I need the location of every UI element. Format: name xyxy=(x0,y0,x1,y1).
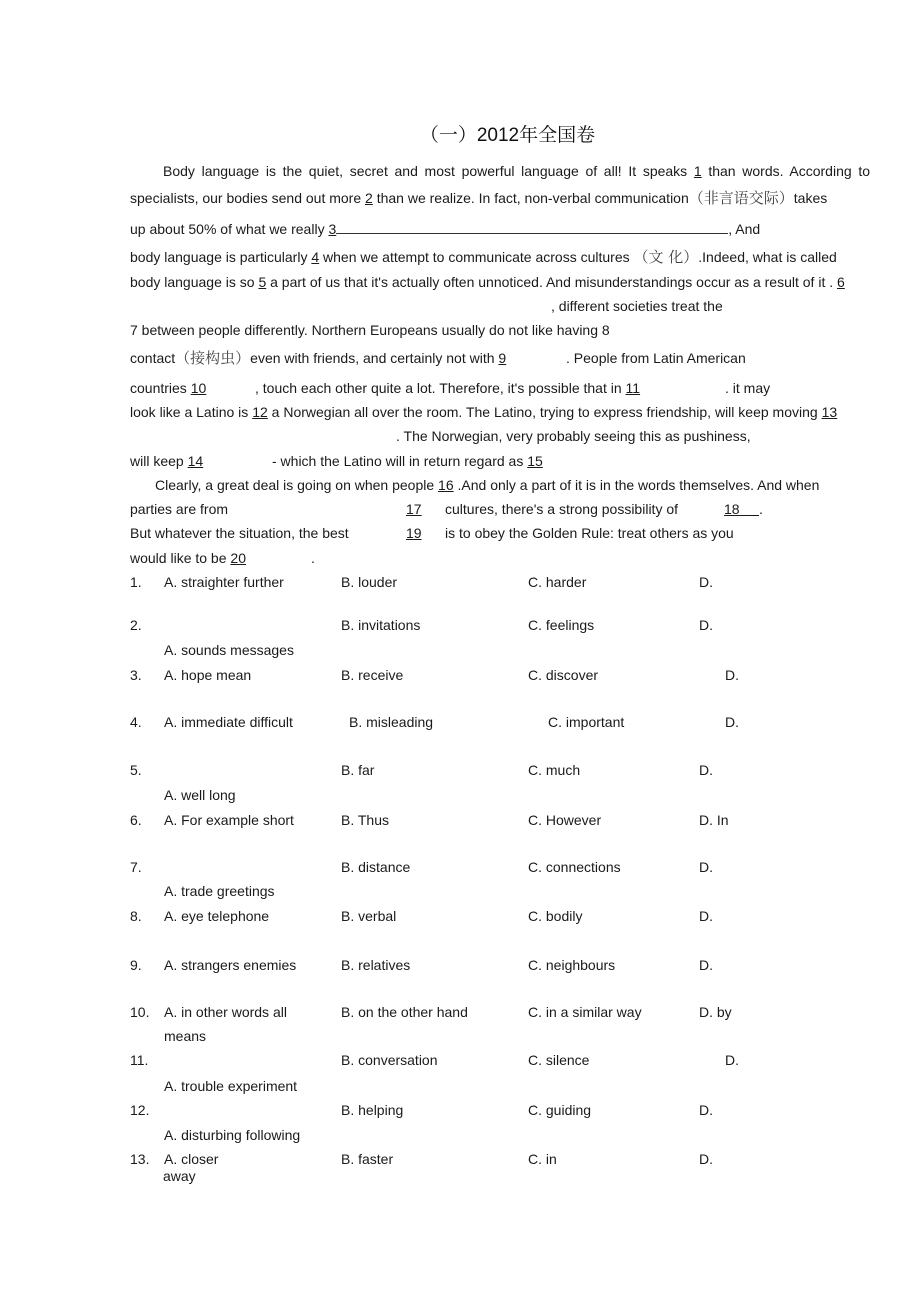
option-d: D. by xyxy=(699,1004,732,1020)
option-c: C. neighbours xyxy=(528,957,616,973)
option-b: B. louder xyxy=(341,574,398,590)
passage-line-2: specialists, our bodies send out more 2 than we realize. In fact, non-verbal communication（非言语交际）takes xyxy=(130,189,828,207)
blank-14: 14 xyxy=(187,453,204,469)
blank-18-wrap: 18 . xyxy=(724,501,763,517)
option-a-continued: means xyxy=(164,1028,207,1044)
option-c: C. However xyxy=(528,812,602,828)
option-b: B. distance xyxy=(341,859,411,875)
option-b: B. faster xyxy=(341,1151,394,1167)
option-a: A. trouble experiment xyxy=(164,1078,298,1094)
option-c: C. discover xyxy=(528,667,599,683)
option-d: D. xyxy=(725,1052,739,1068)
question-number: 11. xyxy=(130,1052,149,1068)
option-d: D. xyxy=(699,859,713,875)
option-c: C. guiding xyxy=(528,1102,592,1118)
option-d: D. xyxy=(699,1102,713,1118)
blank-19: 19 xyxy=(406,525,422,541)
passage-line-14-mid: cultures, there's a strong possibility of xyxy=(445,501,679,517)
blank-9: 9 xyxy=(498,350,507,366)
option-a: A. sounds messages xyxy=(164,642,294,658)
passage-line-9-end: . it may xyxy=(725,380,771,396)
blank-3: 3 xyxy=(328,221,337,237)
question-number: 10. xyxy=(130,1004,150,1020)
passage-line-9-mid: , touch each other quite a lot. Therefore, it's possible that in 11 xyxy=(255,380,641,396)
question-number: 9. xyxy=(130,957,142,973)
blank-18: 18 xyxy=(724,501,740,517)
blank-5: 5 xyxy=(258,274,267,290)
blank-17-wrap xyxy=(406,500,422,518)
passage-line-15-end: is to obey the Golden Rule: treat others as you xyxy=(445,525,734,541)
option-d: D. xyxy=(699,957,713,973)
blank-16: 16 xyxy=(438,477,454,493)
passage-line-8-end: . People from Latin American xyxy=(566,350,746,366)
blank-2: 2 xyxy=(365,190,373,206)
option-b: B. receive xyxy=(341,667,404,683)
option-b: B. invitations xyxy=(341,617,421,633)
question-number: 6. xyxy=(130,812,142,828)
question-number: 12. xyxy=(130,1102,150,1118)
option-a: A. eye telephone xyxy=(164,908,270,924)
passage-line-16-end: . xyxy=(311,550,315,566)
passage-line-12: will keep 14 xyxy=(130,453,204,469)
question-number: 7. xyxy=(130,859,142,875)
passage-line-11: . The Norwegian, very probably seeing this as pushiness, xyxy=(396,428,751,444)
option-c: C. harder xyxy=(528,574,587,590)
blank-10: 10 xyxy=(190,380,207,396)
option-a: A. straighter further xyxy=(164,574,284,590)
option-b: B. conversation xyxy=(341,1052,438,1068)
option-c: C. feelings xyxy=(528,617,595,633)
question-number: 5. xyxy=(130,762,142,778)
passage-line-8: contact（接构虫）even with friends, and certainly not with 9 xyxy=(130,349,507,367)
option-b: B. misleading xyxy=(349,714,434,730)
option-b: B. Thus xyxy=(341,812,389,828)
passage-line-9: countries 10 xyxy=(130,380,207,396)
option-c: C. bodily xyxy=(528,908,583,924)
blank-11: 11 xyxy=(625,380,641,396)
option-d: D. xyxy=(725,714,739,730)
passage-line-15: But whatever the situation, the best xyxy=(130,525,349,541)
option-d: D. In xyxy=(699,812,729,828)
option-c: C. in a similar way xyxy=(528,1004,642,1020)
passage-line-12-end: - which the Latino will in return regard as 15 xyxy=(272,453,543,469)
option-b: B. on the other hand xyxy=(341,1004,468,1020)
option-d: D. xyxy=(699,574,713,590)
question-number: 4. xyxy=(130,714,142,730)
option-d: D. xyxy=(725,667,739,683)
passage-line-4: body language is particularly 4 when we attempt to communicate across cultures （文 化）.Indeed, what is called xyxy=(130,248,837,266)
passage-line-3: up about 50% of what we really 3 , And xyxy=(130,221,761,237)
option-b: B. verbal xyxy=(341,908,397,924)
question-number: 2. xyxy=(130,617,142,633)
blank-12: 12 xyxy=(252,404,268,420)
passage-line-7: 7 between people differently. Northern Europeans usually do not like having 8 xyxy=(130,322,610,338)
option-a-continued: away xyxy=(163,1168,196,1184)
passage-line-10: look like a Latino is 12 a Norwegian all over the room. The Latino, trying to express friendship, will keep moving 13 xyxy=(130,404,838,420)
blank-15: 15 xyxy=(527,453,543,469)
passage-line-6: , different societies treat the xyxy=(551,298,723,314)
option-d: D. xyxy=(699,617,713,633)
blank-1: 1 xyxy=(693,163,702,179)
option-a: A. well long xyxy=(164,787,236,803)
passage-line-5: body language is so 5 a part of us that it's actually often unnoticed. And misunderstandings occur as a result of it . 6 xyxy=(130,274,845,290)
option-a: A. For example short xyxy=(164,812,294,828)
passage-line-14: parties are from xyxy=(130,501,229,517)
option-c: C. important xyxy=(548,714,625,730)
option-b: B. relatives xyxy=(341,957,411,973)
blank-17: 17 xyxy=(406,501,422,517)
blank-3-line xyxy=(336,219,728,234)
option-d: D. xyxy=(699,1151,713,1167)
option-a: A. strangers enemies xyxy=(164,957,297,973)
option-a: A. immediate difficult xyxy=(164,714,293,730)
page-title: （一）2012年全国卷 xyxy=(419,125,596,146)
option-c: C. much xyxy=(528,762,581,778)
blank-20: 20 xyxy=(230,550,246,566)
option-c: C. connections xyxy=(528,859,621,875)
option-a: A. disturbing following xyxy=(164,1127,301,1143)
option-a: A. in other words all xyxy=(164,1004,287,1020)
question-number: 1. xyxy=(130,574,142,590)
blank-19-wrap xyxy=(406,524,422,542)
blank-6: 6 xyxy=(837,274,845,290)
question-number: 8. xyxy=(130,908,142,924)
option-a: A. closer xyxy=(164,1151,219,1167)
option-c: C. silence xyxy=(528,1052,590,1068)
question-number: 3. xyxy=(130,667,142,683)
option-d: D. xyxy=(699,762,713,778)
passage-line-1: Body language is the quiet, secret and most powerful language of all! It speaks 1 than words. According to xyxy=(163,163,870,179)
blank-4: 4 xyxy=(311,249,320,265)
blank-13: 13 xyxy=(821,404,838,420)
option-d: D. xyxy=(699,908,713,924)
option-b: B. helping xyxy=(341,1102,404,1118)
option-c: C. in xyxy=(528,1151,557,1167)
passage-line-13: Clearly, a great deal is going on when people 16 .And only a part of it is in the words themselves. And when xyxy=(155,477,820,493)
passage-line-16: would like to be 20 xyxy=(130,550,246,566)
option-a: A. hope mean xyxy=(164,667,252,683)
question-number: 13. xyxy=(130,1151,150,1167)
option-a: A. trade greetings xyxy=(164,883,275,899)
option-b: B. far xyxy=(341,762,375,778)
